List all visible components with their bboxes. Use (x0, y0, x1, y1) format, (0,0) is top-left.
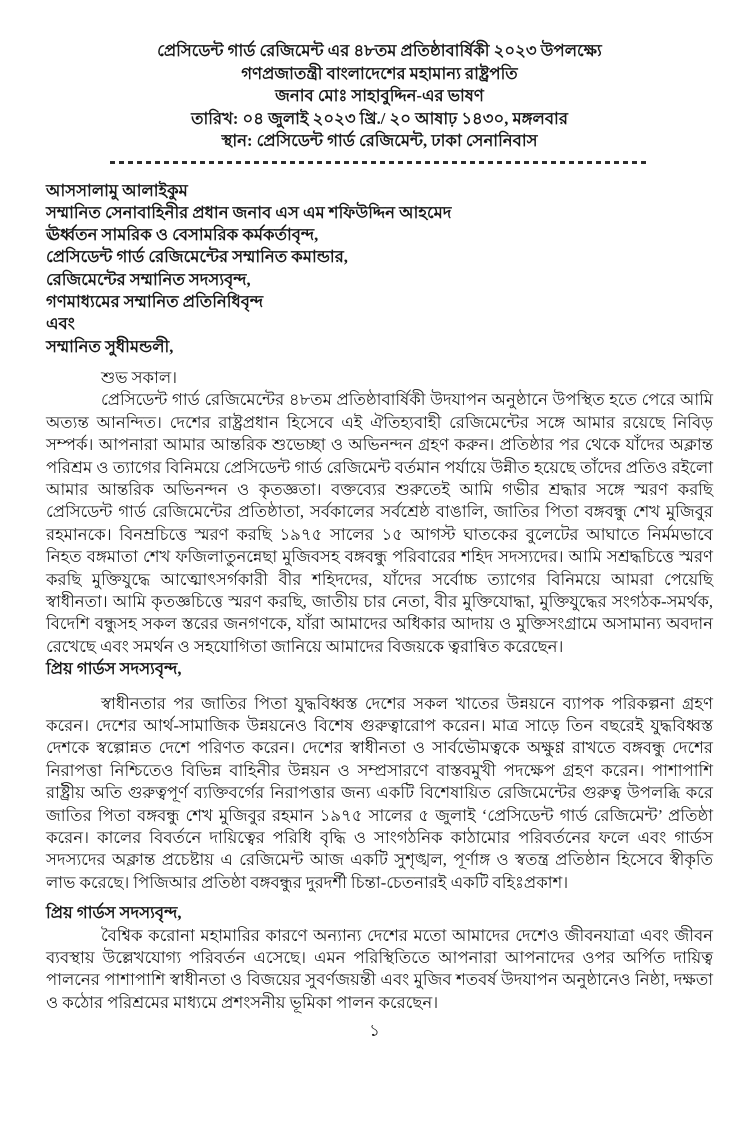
salutation-line: সম্মানিত সেনাবাহিনীর প্রধান জনাব এস এম শফিউদ্দিন আহমেদ (46, 202, 452, 222)
document-header (46, 40, 713, 153)
salutation-line: সম্মানিত সুধীমন্ডলী, (46, 336, 174, 356)
salutation-line: এবং (46, 314, 75, 334)
page-number: ১ (369, 1021, 380, 1040)
salutation-line: আসসালামু আলাইকুম (46, 180, 188, 200)
header-speaker-line: জনাব মোঃ সাহাবুদ্দিন-এর ভাষণ (275, 86, 484, 105)
paragraph-2: স্বাধীনতার পর জাতির পিতা যুদ্ধবিধ্বস্ত দেশের সকল খাতের উন্নয়নে ব্যাপক পরিকল্পনা গ্রহণ করেন। দেশের আর্থ-সামাজিক উন্নয়নেও বিশেষ গুরুত্বারোপ করেন। মাত্র সাড়ে তিন বছরেই যুদ্ধবিধ্বস্ত দেশকে স্বল্পোন্নত দেশে পরিণত করেন। দেশের স্বাধীনতা ও সার্বভৌমত্বকে অক্ষুণ্ণ রাখতে বঙ্গবন্ধু দেশের নিরাপত্তা নিশ্চিতেও বিভিন্ন বাহিনীর উন্নয়ন ও সম্প্রসারণে বাস্তবমুখী পদক্ষেপ গ্রহণ করেন। পাশাপাশি রাষ্ট্রীয় অতি গুরুত্বপূর্ণ ব্যক্তিবর্গের নিরাপত্তার জন্য একটি বিশেষায়িত রেজিমেন্টের গুরুত্ব উপলব্ধি করে জাতির পিতা বঙ্গবন্ধু শেখ মুজিবুর রহমান ১৯৭৫ সালের ৫ জুলাই ‘প্রেসিডেন্ট গার্ড রেজিমেন্ট’ প্রতিষ্ঠা করেন। কালের বিবর্তনে দায়িত্বের পরিধি বৃদ্ধি ও সাংগঠনিক কাঠামোর পরিবর্তনের ফলে এবং গার্ডস সদস্যদের অক্লান্ত প্রচেষ্টায় এ রেজিমেন্ট আজ একটি সুশৃঙ্খল, পূর্ণাঙ্গ ও স্বতন্ত্র প্রতিষ্ঠান হিসেবে স্বীকৃতি লাভ করেছে। পিজিআর প্রতিষ্ঠা বঙ্গবন্ধুর দুরদর্শী চিন্তা-চেতনারই একটি বহিঃপ্রকাশ। (46, 693, 713, 892)
separator-dashed-line (110, 161, 650, 164)
greeting-line: শুভ সকাল। (101, 367, 178, 387)
header-title-line-2: গণপ্রজাতন্ত্রী বাংলাদেশের মহামান্য রাষ্ট্রপতি (241, 63, 518, 83)
header-date-line: তারিখ: ০৪ জুলাই ২০২৩ খ্রি./ ২০ আষাঢ় ১৪৩০, মঙ্গলবার (191, 108, 568, 128)
salutation-line: প্রেসিডেন্ট গার্ড রেজিমেন্টের সম্মানিত কমান্ডার, (46, 247, 348, 267)
header-venue-line: স্থান: প্রেসিডেন্ট গার্ড রেজিমেন্ট, ঢাকা সেনানিবাস (221, 131, 538, 150)
address-guards-1: প্রিয় গার্ডস সদস্যবৃন্দ, (46, 659, 182, 679)
salutation-line: গণমাধ্যমের সম্মানিত প্রতিনিধিবৃন্দ (46, 291, 264, 311)
paragraph-1: প্রেসিডেন্ট গার্ড রেজিমেন্টের ৪৮তম প্রতিষ্ঠাবার্ষিকী উদযাপন অনুষ্ঠানে উপস্থিত হতে পেরে আমি অত্যন্ত আনন্দিত। দেশের রাষ্ট্রপ্রধান হিসেবে এই ঐতিহ্যবাহী রেজিমেন্টের সঙ্গে আমার রয়েছে নিবিড় সম্পর্ক। আপনারা আমার আন্তরিক শুভেচ্ছা ও অভিনন্দন গ্রহণ করুন। প্রতিষ্ঠার পর থেকে যাঁদের অক্লান্ত পরিশ্রম ও ত্যাগের বিনিময়ে প্রেসিডেন্ট গার্ড রেজিমেন্ট বর্তমান পর্যায়ে উন্নীত হয়েছে তাঁদের প্রতিও রইলো আমার আন্তরিক অভিনন্দন ও কৃতজ্ঞতা। বক্তব্যের শুরুতেই আমি গভীর শ্রদ্ধার সঙ্গে স্মরণ করছি প্রেসিডেন্ট গার্ড রেজিমেন্টের প্রতিষ্ঠাতা, সর্বকালের সর্বশ্রেষ্ঠ বাঙালি, জাতির পিতা বঙ্গবন্ধু শেখ মুজিবুর রহমানকে। বিনম্রচিত্তে স্মরণ করছি ১৯৭৫ সালের ১৫ আগস্ট ঘাতকের বুলেটের আঘাতে নির্মমভাবে নিহত বঙ্গমাতা শেখ ফজিলাতুনন্নেছা মুজিবসহ বঙ্গবন্ধু পরিবারের শহিদ সদস্যদের। আমি সশ্রদ্ধচিত্তে স্মরণ করছি মুক্তিযুদ্ধে আত্মোৎসর্গকারী বীর শহিদদের, যাঁদের সর্বোচ্চ ত্যাগের বিনিময়ে আমরা পেয়েছি স্বাধীনতা। আমি কৃতজ্ঞচিত্তে স্মরণ করছি, জাতীয় চার নেতা, বীর মুক্তিযোদ্ধা, মুক্তিযুদ্ধের সংগঠক-সমর্থক, বিদেশি বন্ধুসহ সকল স্তরের জনগণকে, যাঁরা আমাদের অধিকার আদায় ও মুক্তিসংগ্রামে অসামান্য অবদান রেখেছে এবং সমর্থন ও সহযোগিতা জানিয়ে আমাদের বিজয়কে ত্বরান্বিত করেছেন। (46, 390, 713, 656)
address-guards-2: প্রিয় গার্ডস সদস্যবৃন্দ, (46, 903, 182, 923)
header-title-line-1: প্রেসিডেন্ট গার্ড রেজিমেন্ট এর ৪৮তম প্রতিষ্ঠাবার্ষিকী ২০২৩ উপলক্ষ্যে (157, 41, 602, 60)
salutation-block (46, 180, 713, 358)
paragraph-3: বৈশ্বিক করোনা মহামারির কারণে অন্যান্য দেশের মতো আমাদের দেশেও জীবনযাত্রা এবং জীবন ব্যবস্থায় উল্লেখযোগ্য পরিবর্তন এসেছে। এমন পরিস্থিতিতে আপনারা আপনাদের ওপর অর্পিত দায়িত্ব পালনের পাশাপাশি স্বাধীনতা ও বিজয়ের সুবর্ণজয়ন্তী এবং মুজিব শতবর্ষ উদযাপন অনুষ্ঠানেও নিষ্ঠা, দক্ষতা ও কঠোর পরিশ্রমের মাধ্যমে প্রশংসনীয় ভূমিকা পালন করেছেন। (46, 925, 713, 1012)
speech-body (46, 367, 713, 1014)
salutation-line: রেজিমেন্টের সম্মানিত সদস্যবৃন্দ, (46, 269, 251, 289)
salutation-line: ঊর্ধ্বতন সামরিক ও বেসামরিক কর্মকর্তাবৃন্দ, (46, 225, 319, 245)
